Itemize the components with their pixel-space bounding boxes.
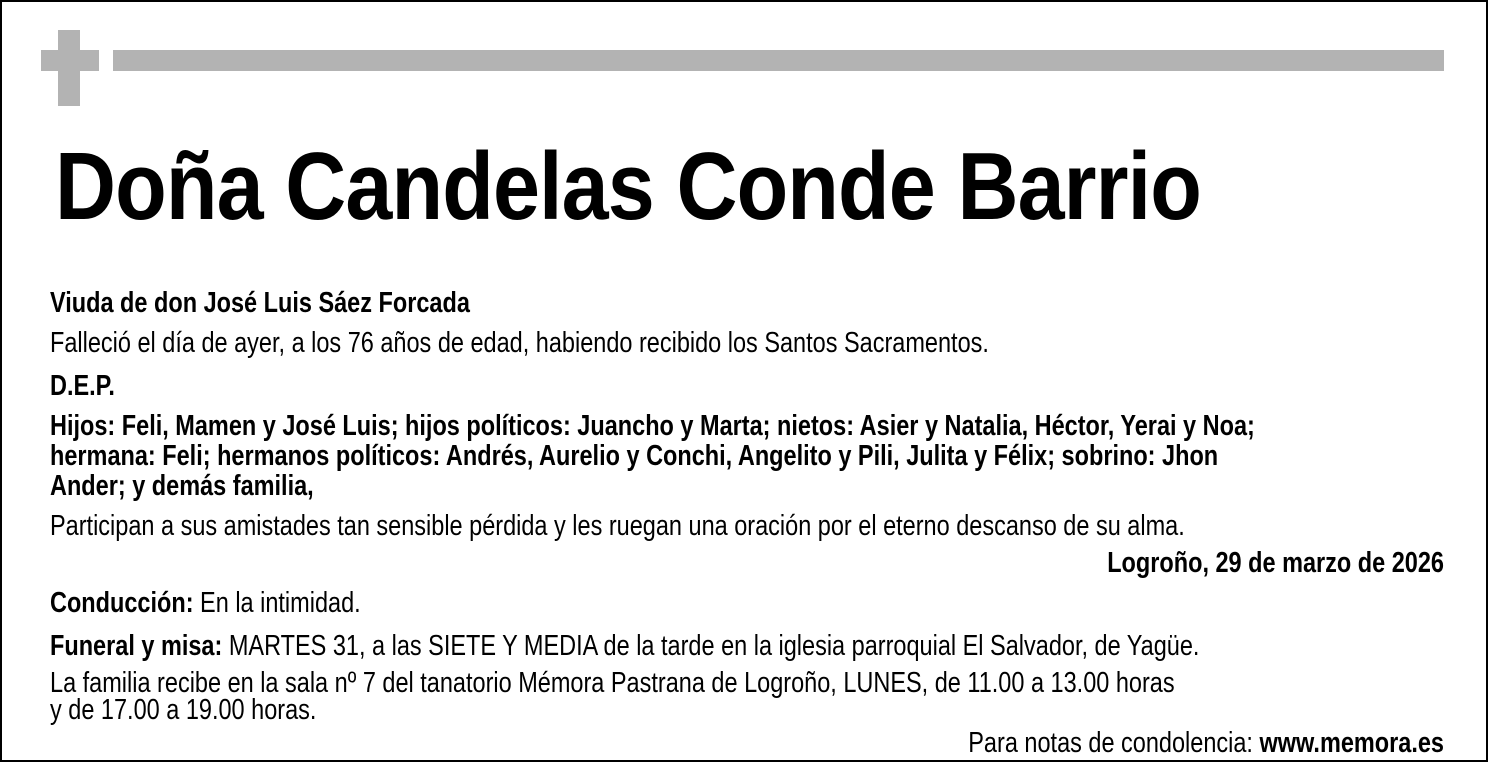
dep-line: D.E.P. — [50, 370, 115, 402]
conduccion-line — [50, 586, 1179, 620]
place-date-line: Logroño, 29 de marzo de 2026 — [1107, 547, 1444, 579]
family-line-2: hermana: Feli; hermanos políticos: Andrés, Aurelio y Conchi, Angelito y Pili, Julita y Félix; sobrino: Jhon — [50, 440, 1219, 472]
funeral-text: MARTES 31, a las SIETE Y MEDIA de la tarde en la iglesia parroquial El Salvador, de Yagüe. — [222, 630, 1200, 662]
funeral-line — [50, 629, 1200, 663]
funeral-label: Funeral y misa: — [50, 630, 223, 662]
death-notice-line: Falleció el día de ayer, a los 76 años de edad, habiendo recibido los Santos Sacramentos. — [50, 327, 989, 359]
conduccion-label: Conducción: — [50, 587, 194, 619]
condolence-label: Para notas de condolencia: — [968, 727, 1260, 759]
header-rule — [113, 50, 1444, 71]
cross-horizontal-bar — [41, 50, 99, 71]
conduccion-text: En la intimidad. — [193, 587, 361, 619]
reception-line-1: La familia recibe en la sala nº 7 del tanatorio Mémora Pastrana de Logroño, LUNES, de 11.00 a 13.00 horas — [50, 667, 1175, 699]
condolence-line — [315, 726, 1444, 760]
participation-line: Participan a sus amistades tan sensible pérdida y les ruegan una oración por el eterno descanso de su alma. — [50, 510, 1185, 542]
condolence-website: www.memora.es — [1259, 727, 1444, 759]
reception-line-2: y de 17.00 a 19.00 horas. — [50, 694, 317, 726]
relationship-line: Viuda de don José Luis Sáez Forcada — [50, 287, 470, 319]
family-line-3: Ander; y demás familia, — [50, 470, 314, 502]
family-line-1: Hijos: Feli, Mamen y José Luis; hijos políticos: Juancho y Marta; nietos: Asier y Natalia, Héctor, Yerai y Noa; — [50, 410, 1255, 442]
deceased-name-title: Doña Candelas Conde Barrio — [55, 133, 1201, 240]
